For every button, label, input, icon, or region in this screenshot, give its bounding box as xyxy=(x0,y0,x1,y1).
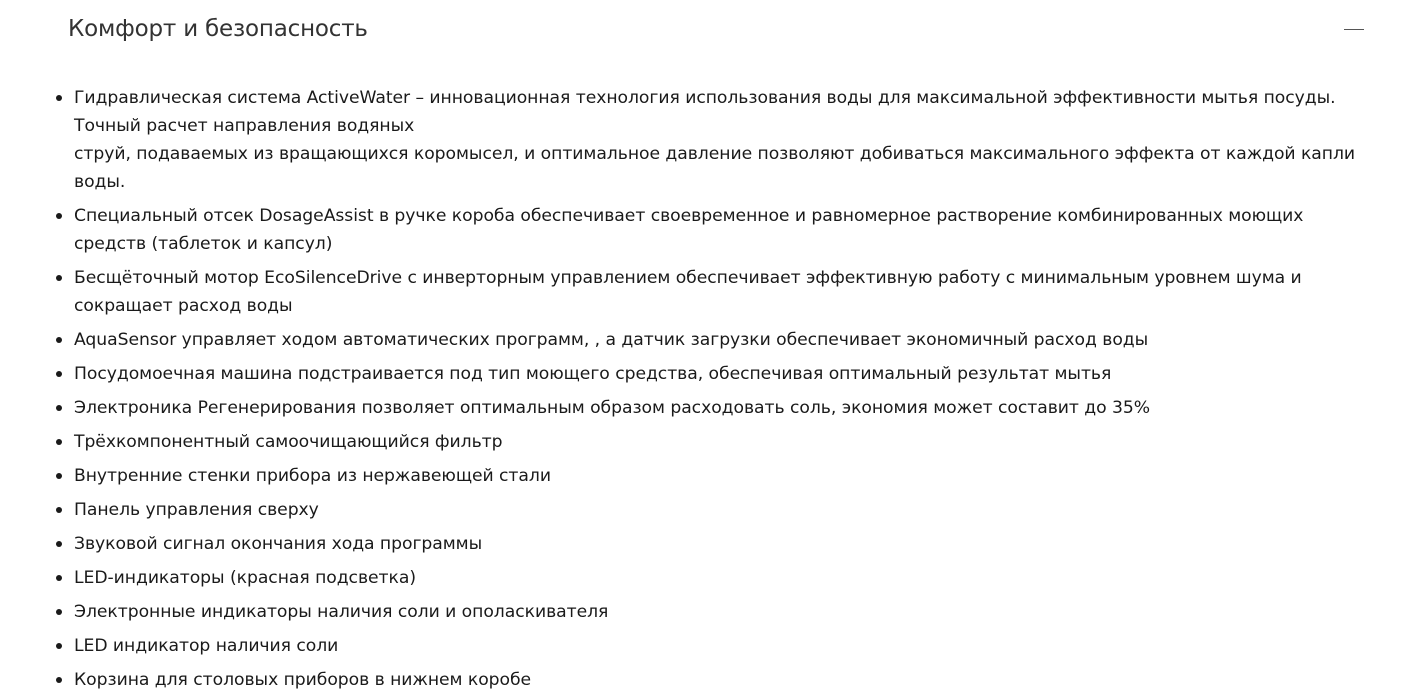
feature-list-item xyxy=(74,598,1379,626)
feature-text: LED-индикаторы (красная подсветка) xyxy=(74,568,416,588)
section-title: Комфорт и безопасность xyxy=(68,16,368,42)
feature-text: Гидравлическая система ActiveWater – инновационная технология использования воды для максимальной эффективности мытья посуды. Точный расчет направления водяных xyxy=(74,88,1336,136)
feature-text: Панель управления сверху xyxy=(74,500,319,520)
feature-text: Электроника Регенерирования позволяет оптимальным образом расходовать соль, экономия может составит до 35% xyxy=(74,398,1151,418)
feature-list-item xyxy=(74,326,1379,354)
bullet-icon xyxy=(56,677,62,683)
feature-list-item xyxy=(74,462,1379,490)
bullet-icon xyxy=(56,275,62,281)
feature-text: Специальный отсек DosageAssist в ручке короба обеспечивает своевременное и равномерное растворение комбинированных моющих средств (таблеток и капсул) xyxy=(74,206,1304,254)
bullet-icon xyxy=(56,541,62,547)
feature-list-item xyxy=(74,264,1379,320)
feature-list-item xyxy=(74,496,1379,524)
feature-text: Электронные индикаторы наличия соли и ополаскивателя xyxy=(74,602,609,622)
feature-list-item xyxy=(74,428,1379,456)
feature-list-item xyxy=(74,202,1379,258)
feature-text: Внутренние стенки прибора из нержавеющей стали xyxy=(74,466,551,486)
bullet-icon xyxy=(56,439,62,445)
feature-text: Корзина для столовых приборов в нижнем коробе xyxy=(74,670,532,690)
bullet-icon xyxy=(56,95,62,101)
feature-text: AquaSensor управляет ходом автоматических программ, , а датчик загрузки обеспечивает экономичный расход воды xyxy=(74,330,1149,350)
feature-text: Бесщёточный мотор EcoSilenceDrive с инверторным управлением обеспечивает эффективную работу с минимальным уровнем шума и сокращает расход воды xyxy=(74,268,1302,316)
bullet-icon xyxy=(56,405,62,411)
bullet-icon xyxy=(56,643,62,649)
bullet-icon xyxy=(56,609,62,615)
minus-icon xyxy=(1344,29,1364,30)
bullet-icon xyxy=(56,213,62,219)
feature-list-item xyxy=(74,530,1379,558)
feature-list-item xyxy=(74,666,1379,694)
feature-text: струй, подаваемых из вращающихся коромысел, и оптимальное давление позволяют добиваться максимального эффекта от каждой капли воды. xyxy=(74,144,1356,192)
feature-list-item xyxy=(74,84,1379,196)
bullet-icon xyxy=(56,337,62,343)
bullet-icon xyxy=(56,507,62,513)
feature-text: Посудомоечная машина подстраивается под тип моющего средства, обеспечивая оптимальный результат мытья xyxy=(74,364,1112,384)
feature-list-item xyxy=(74,394,1379,422)
collapse-toggle-button[interactable] xyxy=(1334,14,1368,46)
bullet-icon xyxy=(56,473,62,479)
bullet-icon xyxy=(56,371,62,377)
feature-text: LED индикатор наличия соли xyxy=(74,636,339,656)
feature-list-item xyxy=(74,360,1379,388)
feature-text: Звуковой сигнал окончания хода программы xyxy=(74,534,483,554)
accordion-header[interactable] xyxy=(68,14,1368,46)
feature-list-item xyxy=(74,632,1379,660)
feature-text: Трёхкомпонентный самоочищающийся фильтр xyxy=(74,432,503,452)
feature-list-item xyxy=(74,564,1379,592)
bullet-icon xyxy=(56,575,62,581)
feature-list xyxy=(74,84,1379,700)
